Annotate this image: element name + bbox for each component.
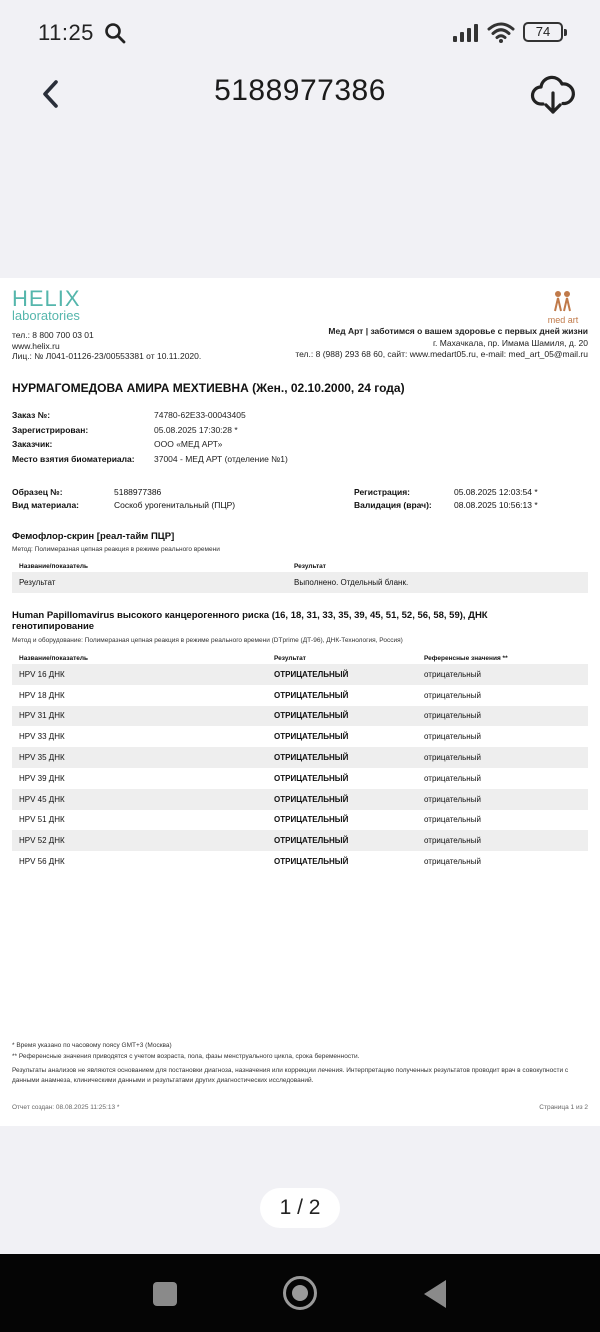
order-info-row: Заказчик: ООО «МЕД АРТ» [12,439,223,449]
helix-contacts [12,330,201,362]
helix-logo [12,288,81,322]
femoflor-title: Фемофлор-скрин [реал-тайм ПЦР] [12,531,175,542]
order-info-row: Зарегистрирован: 05.08.2025 17:30:28 * [12,424,238,435]
system-nav-bar [0,1254,600,1332]
document-page[interactable] [0,278,600,1126]
hpv-title: Human Papillomavirus высокого канцерогенного риска (16, 18, 31, 33, 35, 39, 45, 51, 52, 56, 58, 59), ДНК генотипирование [12,610,488,632]
medart-contact-line: тел.: 8 (988) 293 68 60, сайт: www.medart05.ru, e-mail: med_art_05@mail.ru [295,349,588,359]
order-info [12,408,288,466]
chevron-left-icon [40,79,60,109]
sample-row: Образец №: 5188977386 Регистрация: 05.08.2025 12:03:54 * [12,487,538,497]
recent-apps-button[interactable] [153,1282,177,1306]
helix-license: Лиц.: № Л041-01126-23/00553381 от 10.11.2020. [12,351,202,361]
table-header: Название/показатель Результат [19,562,326,570]
table-row: HPV 51 ДНК ОТРИЦАТЕЛЬНЫЙ отрицательный [19,815,481,825]
helix-site: www.helix.ru [12,340,60,351]
app-header [0,64,600,124]
medart-tagline: Мед Арт | заботимся о вашем здоровье с первых дней жизни [328,326,588,336]
medart-logo-text: med art [547,315,579,325]
page-title: 5188977386 [214,74,386,107]
order-info-row: Заказ №: 74780-62E33-00043405 [12,410,246,420]
footnote-time: * Время указано по часовому поясу GMT+3 (Москва) [12,1042,172,1049]
table-header: Название/показатель Результат Референсные значения ** [19,654,508,662]
medart-address: г. Махачкала, пр. Имама Шамиля, д. 20 [432,337,588,348]
signal-icon [452,24,480,42]
table-row: HPV 18 ДНК ОТРИЦАТЕЛЬНЫЙ отрицательный [19,690,481,700]
back-nav-button[interactable] [424,1280,446,1308]
status-time: 11:25 [38,20,94,45]
wifi-icon [487,21,515,43]
hpv-method: Метод и оборудование: Полимеразная цепная реакция в режиме реального времени (DTprime (ДТ-96), ДНК-Технология, Россия) [12,637,403,644]
page-info: Страница 1 из 2 [539,1104,588,1111]
table-row: HPV 39 ДНК ОТРИЦАТЕЛЬНЫЙ отрицательный [19,773,481,783]
battery-indicator [523,22,563,42]
order-info-row: Место взятия биоматериала: 37004 - МЕД АРТ (отделение №1) [12,453,288,464]
table-row: HPV 52 ДНК ОТРИЦАТЕЛЬНЫЙ отрицательный [12,830,588,851]
table-row: HPV 16 ДНК ОТРИЦАТЕЛЬНЫЙ отрицательный [12,664,588,685]
back-button[interactable] [32,76,68,112]
table-row: HPV 56 ДНК ОТРИЦАТЕЛЬНЫЙ отрицательный [19,857,481,867]
table-row: HPV 33 ДНК ОТРИЦАТЕЛЬНЫЙ отрицательный [19,732,481,742]
medart-contacts [295,326,588,361]
femoflor-method: Метод: Полимеразная цепная реакция в режиме реального времени [12,546,220,553]
helix-subtitle: laboratories [12,308,80,323]
footnote-disclaimer: Результаты анализов не являются основанием для постановки диагноза, назначения или коррекции лечения. Интерпретацию полученных результатов проводит врач в совокупности с данными анамнеза, клиническими данными и результатами других диагностических исследований. [12,1067,569,1084]
hpv-table [12,652,588,872]
medart-logo [538,290,588,325]
footnotes [12,1040,588,1086]
table-row: HPV 31 ДНК ОТРИЦАТЕЛЬНЫЙ отрицательный [12,706,588,727]
helix-brand: HELIX [12,286,81,311]
cloud-download-icon[interactable] [530,72,576,116]
battery-level: 74 [535,24,551,39]
report-created: Отчет создан: 08.08.2025 11:25:13 * [12,1104,120,1111]
patient-name: НУРМАГОМЕДОВА АМИРА МЕХТИЕВНА (Жен., 02.10.2000, 24 года) [12,381,405,395]
helix-phone: тел.: 8 800 700 03 01 [12,330,94,340]
home-button[interactable] [283,1276,317,1310]
footnote-reference: ** Референсные значения приводятся с учетом возраста, пола, фазы менструального цикла, срока беременности. [12,1053,360,1060]
femoflor-table [12,560,588,593]
status-bar [0,0,600,64]
table-row: HPV 45 ДНК ОТРИЦАТЕЛЬНЫЙ отрицательный [12,789,588,810]
sample-info [12,486,588,512]
page-indicator: 1 / 2 [260,1188,340,1228]
table-row: Результат Выполнено. Отдельный бланк. [12,572,588,593]
medart-family-icon [551,290,575,312]
search-icon [104,22,126,44]
table-row: HPV 35 ДНК ОТРИЦАТЕЛЬНЫЙ отрицательный [12,747,588,768]
sample-row: Вид материала: Соскоб урогенитальный (ПЦР) Валидация (врач): 08.08.2025 10:56:13 * [12,500,538,510]
